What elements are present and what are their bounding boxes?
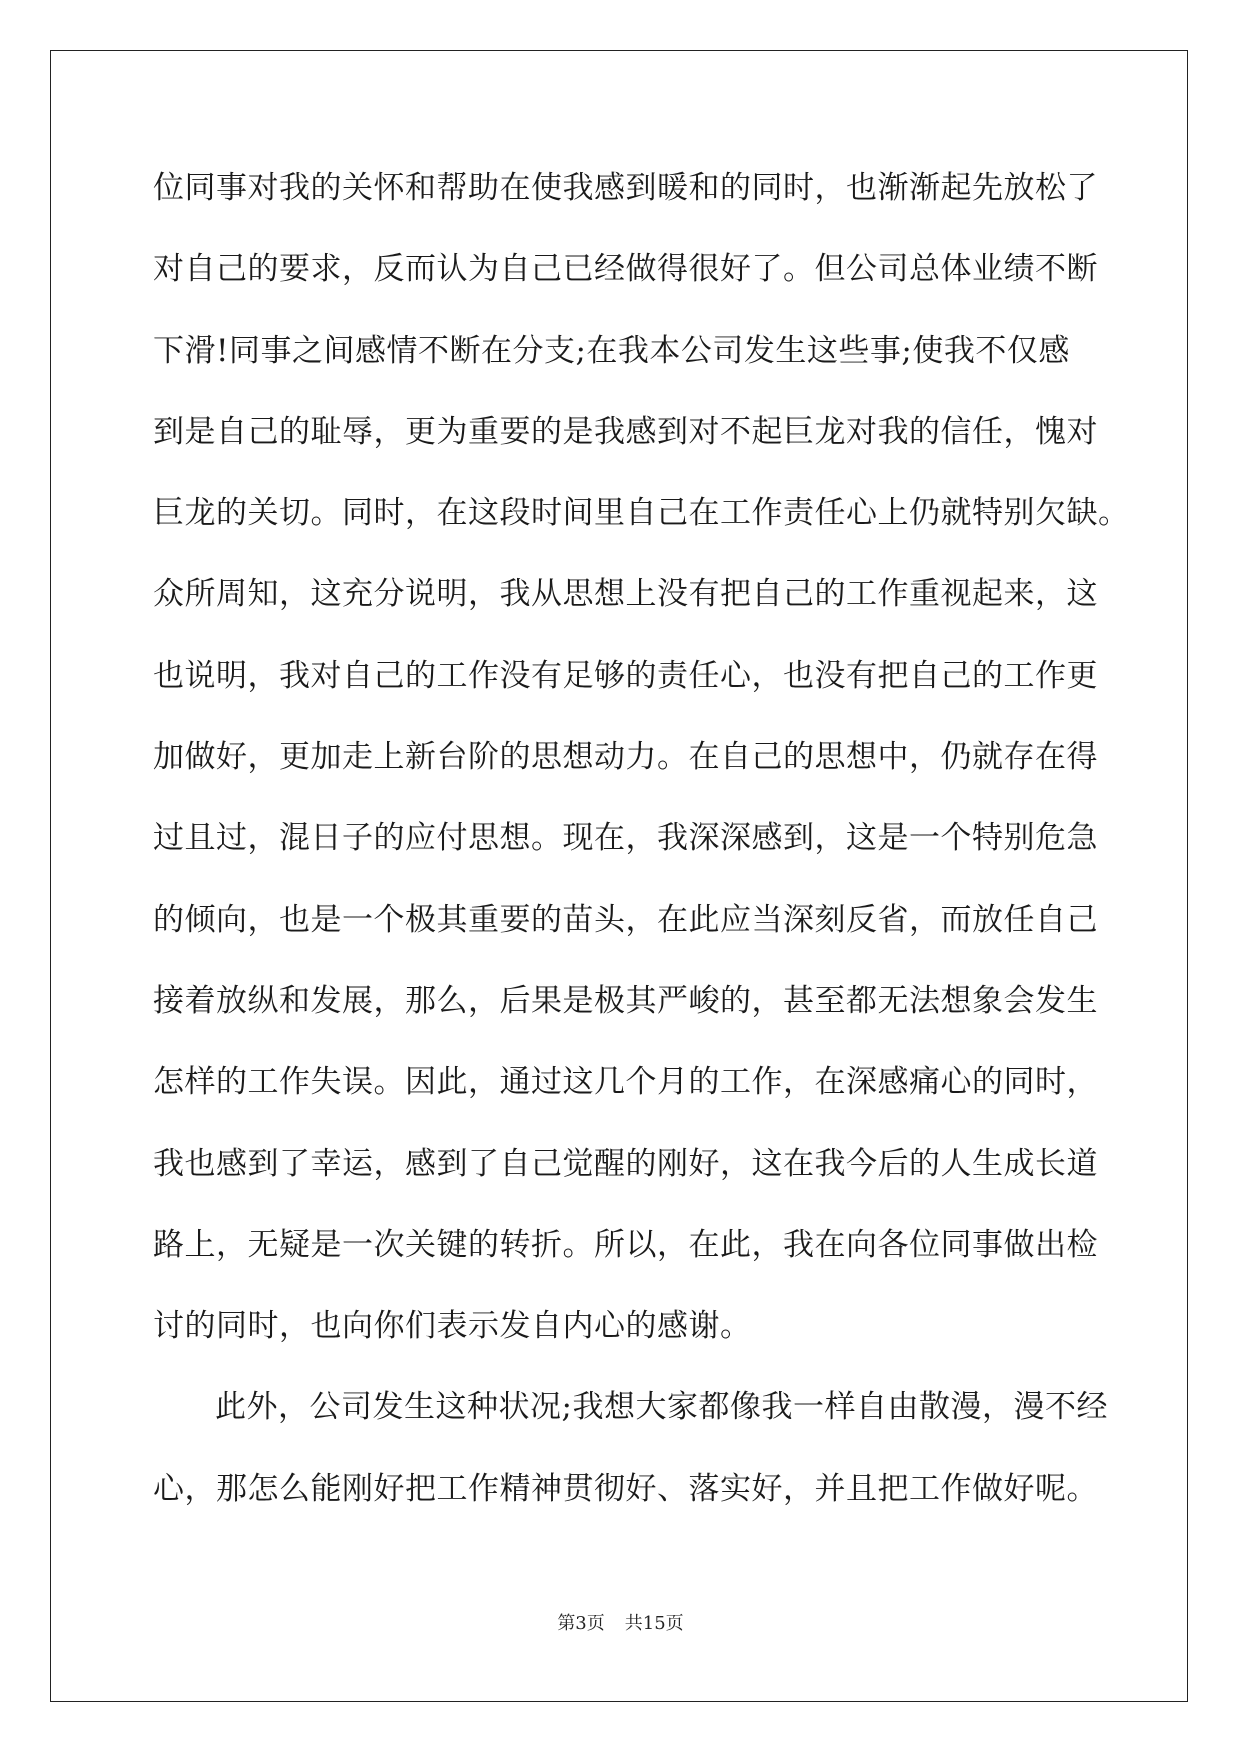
text-line: 加做好，更加走上新台阶的思想动力。在自己的思想中，仍就存在得 bbox=[153, 739, 1098, 776]
text-line: 也说明，我对自己的工作没有足够的责任心，也没有把自己的工作更 bbox=[153, 657, 1098, 694]
text-line: 下滑!同事之间感情不断在分支;在我本公司发生这些事;使我不仅感 bbox=[153, 332, 1070, 369]
page-total: 共15页 bbox=[624, 1613, 684, 1634]
text-line: 接着放纵和发展，那么，后果是极其严峻的，甚至都无法想象会发生 bbox=[153, 982, 1098, 1019]
text-line: 心，那怎么能刚好把工作精神贯彻好、落实好，并且把工作做好呢。 bbox=[153, 1470, 1098, 1507]
document-body bbox=[153, 148, 1130, 1530]
text-line: 我也感到了幸运，感到了自己觉醒的刚好，这在我今后的人生成长道 bbox=[153, 1145, 1098, 1182]
page-number: 第3页 bbox=[557, 1613, 605, 1634]
text-line: 怎样的工作失误。因此，通过这几个月的工作，在深感痛心的同时， bbox=[153, 1064, 1098, 1101]
text-line: 众所周知，这充分说明，我从思想上没有把自己的工作重视起来，这 bbox=[153, 576, 1098, 613]
text-line: 的倾向，也是一个极其重要的苗头，在此应当深刻反省，而放任自己 bbox=[153, 901, 1098, 938]
text-line: 过且过，混日子的应付思想。现在，我深深感到，这是一个特别危急 bbox=[153, 820, 1098, 857]
text-line: 讨的同时，也向你们表示发自内心的感谢。 bbox=[153, 1308, 752, 1345]
paragraph-first-line: 此外，公司发生这种状况;我想大家都像我一样自由散漫，漫不经 bbox=[215, 1389, 1108, 1426]
text-line: 对自己的要求，反而认为自己已经做得很好了。但公司总体业绩不断 bbox=[153, 251, 1098, 288]
text-line: 位同事对我的关怀和帮助在使我感到暖和的同时，也渐渐起先放松了 bbox=[153, 170, 1098, 206]
text-line: 到是自己的耻辱，更为重要的是我感到对不起巨龙对我的信任，愧对 bbox=[153, 413, 1098, 450]
text-line: 巨龙的关切。同时，在这段时间里自己在工作责任心上仍就特别欠缺。 bbox=[153, 495, 1130, 532]
text-line: 路上，无疑是一次关键的转折。所以，在此，我在向各位同事做出检 bbox=[153, 1226, 1098, 1263]
page-footer bbox=[0, 1612, 1241, 1636]
